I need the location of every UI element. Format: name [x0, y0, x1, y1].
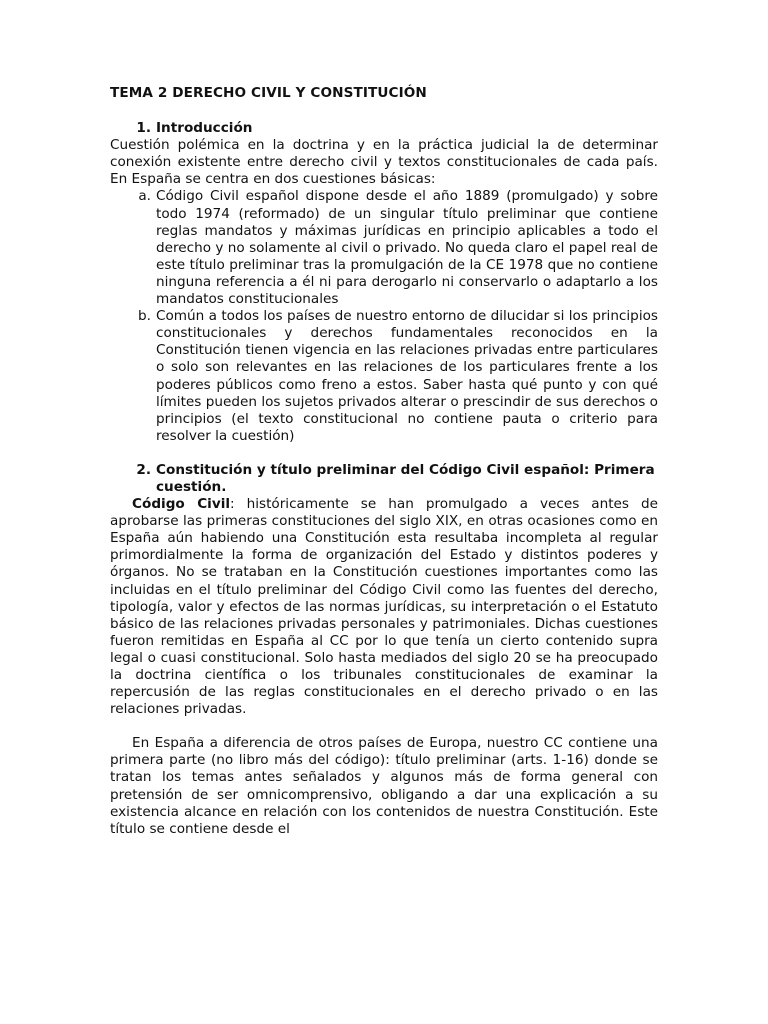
section-2-heading	[110, 462, 658, 496]
paragraph-body: : históricamente se han promulgado a veces antes de aprobarse las primeras constituciones del siglo XIX, en otras ocasiones como en España aún habiendo una Constitución esta resultaba incompleta al regular primordialmente la forma de organización del Estado y distintos poderes y órganos. No se trataban en la Constitución cuestiones importantes como las incluidas en el título preliminar del Código Civil como las fuentes del derecho, tipología, valor y efectos de las normas jurídicas, su interpretación o el Estatuto básico de las relaciones privadas personales y patrimoniales. Dichas cuestiones fueron remitidas en España al CC por lo que tenía un cierto contenido supra legal o cuasi constitucional. Solo hasta mediados del siglo 20 se ha preocupado la doctrina científica o los tribunales constitucionales de examinar la repercusión de las reglas constitucionales en el derecho privado o en las relaciones privadas.	[110, 496, 658, 718]
section-2-title: Constitución y título preliminar del Código Civil español: Primera cuestión.	[156, 461, 655, 495]
list-item	[110, 308, 658, 445]
list-marker: a.	[138, 188, 151, 205]
paragraph-lead-term: Código Civil	[132, 496, 231, 513]
section-2-paragraph-1	[110, 496, 658, 718]
list-item-text: Código Civil español dispone desde el año 1889 (promulgado) y sobre todo 1974 (reformado) de un singular título preliminar que contiene reglas mandatos y máximas jurídicas en principio aplicables a todo el derecho y no solamente al civil o privado. No queda claro el papel real de este título preliminar tras la promulgación de la CE 1978 que no contiene ninguna referencia a él ni para derogarlo ni conservarlo o adaptarlo a los mandatos constitucionales	[156, 188, 658, 308]
section-2-number: 2.	[136, 461, 151, 478]
section-1-title: Introducción	[156, 120, 253, 137]
section-1-intro: Cuestión polémica en la doctrina y en la práctica judicial la de determinar conexión existente entre derecho civil y textos constitucionales de cada país. En España se centra en dos cuestiones básicas:	[110, 137, 658, 188]
section-1-heading	[110, 120, 658, 137]
list-marker: b.	[138, 308, 151, 325]
list-item	[110, 188, 658, 308]
section-1-list	[110, 188, 658, 444]
section-1-number: 1.	[136, 120, 151, 137]
list-item-text: Común a todos los países de nuestro entorno de dilucidar si los principios constitucionales y derechos fundamentales reconocidos en la Constitución tienen vigencia en las relaciones privadas entre particulares o solo son relevantes en las relaciones de los particulares frente a los poderes públicos como freno a estos. Saber hasta qué punto y con qué límites pueden los sujetos privados alterar o prescindir de sus derechos o principios (el texto constitucional no contiene pauta o criterio para resolver la cuestión)	[156, 308, 658, 444]
document-title: TEMA 2 DERECHO CIVIL Y CONSTITUCIÓN	[110, 85, 427, 101]
spacer	[110, 718, 658, 735]
spacer	[110, 445, 658, 462]
document-page	[110, 85, 658, 838]
section-2-paragraph-2: En España a diferencia de otros países de Europa, nuestro CC contiene una primera parte (no libro más del código): título preliminar (arts. 1-16) donde se tratan los temas antes señalados y algunos más de forma general con pretensión de ser omnicomprensivo, obligando a dar una explicación a su existencia alcance en relación con los contenidos de nuestra Constitución. Este título se contiene desde el	[110, 735, 658, 837]
